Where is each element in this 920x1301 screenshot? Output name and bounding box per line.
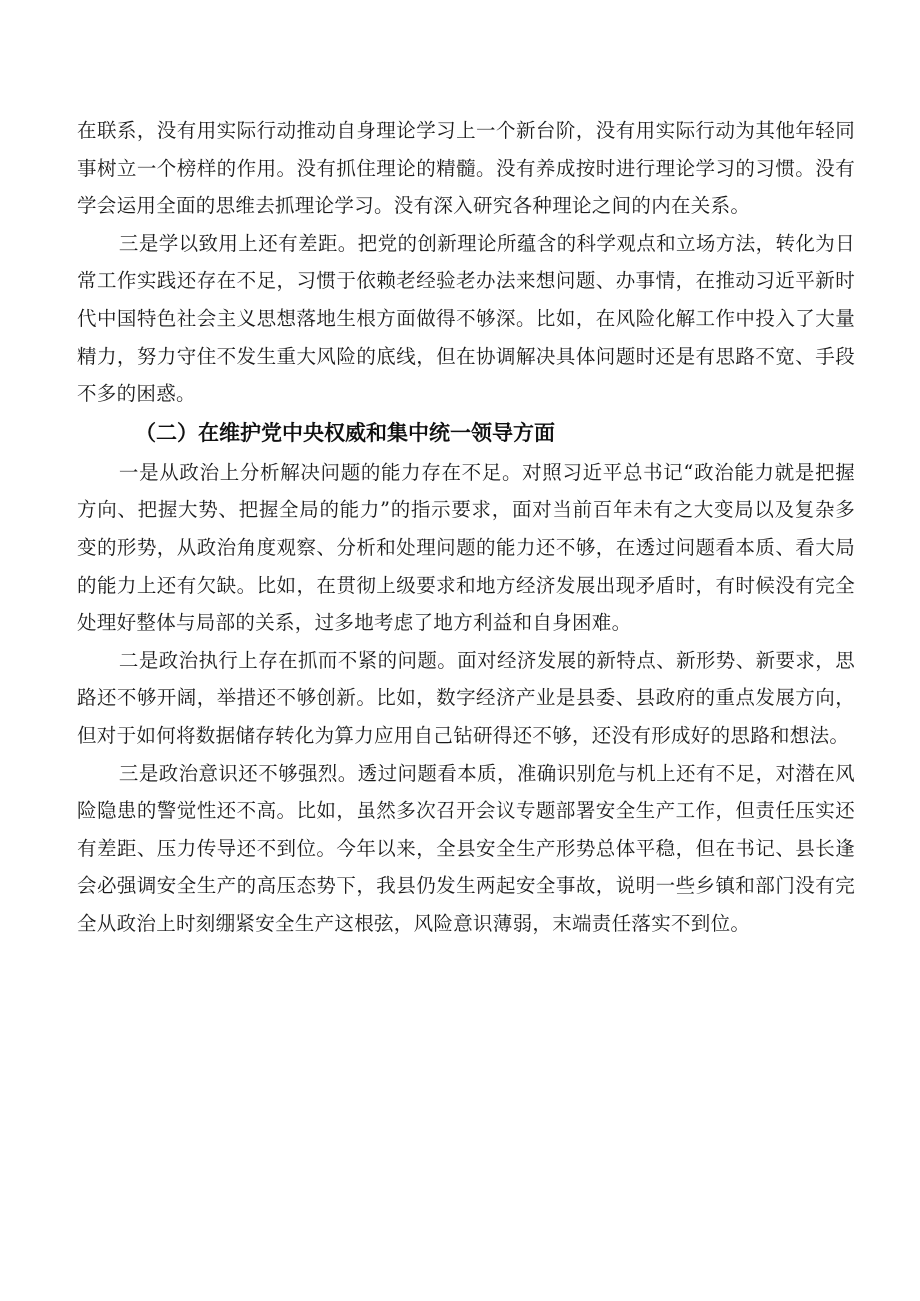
paragraph-continuation: 在联系，没有用实际行动推动自身理论学习上一个新台阶，没有用实际行动为其他年轻同事树立一个榜样的作用。没有抓住理论的精髓。没有养成按时进行理论学习的习惯。没有学会运用全面的思维去抓理论学习。没有深入研究各种理论之间的内在关系。 xyxy=(77,119,855,218)
paragraph-item-3: 三是学以致用上还有差距。把党的创新理论所蕴含的科学观点和立场方法，转化为日常工作实践还存在不足，习惯于依赖老经验老办法来想问题、办事情，在推动习近平新时代中国特色社会主义思想落地生根方面做得不够深。比如，在风险化解工作中投入了大量精力，努力守住不发生重大风险的底线，但在协调解决具体问题时还是有思路不宽、手段不多的困惑。 xyxy=(77,231,855,406)
paragraph-item-3-political: 三是政治意识还不够强烈。透过问题看本质，准确识别危与机上还有不足，对潜在风险隐患的警觉性还不高。比如，虽然多次召开会议专题部署安全生产工作，但责任压实还有差距、压力传导还不到位。今年以来，全县安全生产形势总体平稳，但在书记、县长逢会必强调安全生产的高压态势下，我县仍发生两起安全事故，说明一些乡镇和部门没有完全从政治上时刻绷紧安全生产这根弦，风险意识薄弱，末端责任落实不到位。 xyxy=(77,761,855,935)
section-heading: （二）在维护党中央权威和集中统一领导方面 xyxy=(135,420,555,445)
document-body xyxy=(77,112,855,942)
paragraph-item-2: 二是政治执行上存在抓而不紧的问题。面对经济发展的新特点、新形势、新要求，思路还不够开阔，举措还不够创新。比如，数字经济产业是县委、县政府的重点发展方向，但对于如何将数据储存转化为算力应用自己钻研得还不够，还没有形成好的思路和想法。 xyxy=(77,648,855,747)
paragraph-item-1: 一是从政治上分析解决问题的能力存在不足。对照习近平总书记“政治能力就是把握方向、把握大势、把握全局的能力”的指示要求，面对当前百年未有之大变局以及复杂多变的形势，从政治角度观察、分析和处理问题的能力还不够，在透过问题看本质、看大局的能力上还有欠缺。比如，在贯彻上级要求和地方经济发展出现矛盾时，有时候没有完全处理好整体与局部的关系，过多地考虑了地方利益和自身困难。 xyxy=(77,460,855,635)
